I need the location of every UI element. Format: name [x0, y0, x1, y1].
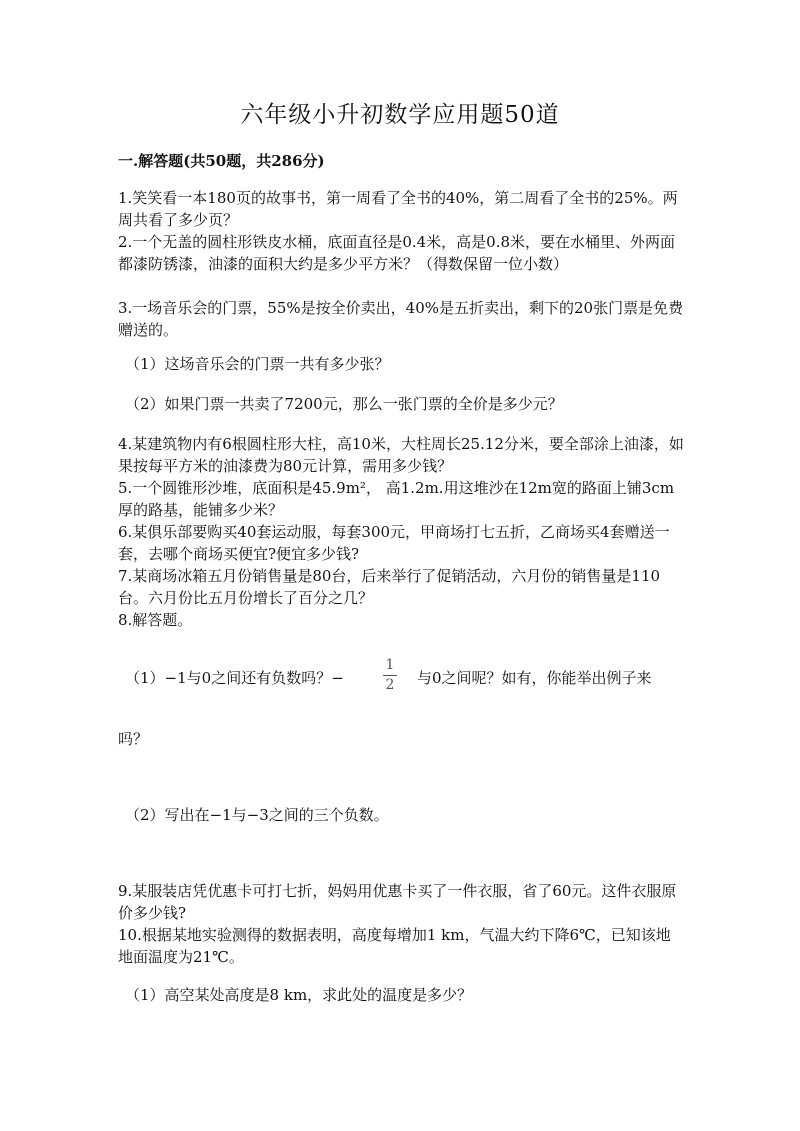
fraction-numerator: 1	[385, 657, 395, 673]
section-heading: 一.解答题(共50题，共286分)	[118, 152, 325, 170]
question-8-part-2: （2）写出在−1与−3之间的三个负数。	[125, 806, 389, 824]
question-3-part-2: （2）如果门票一共卖了7200元，那么一张门票的全价是多少元？	[125, 395, 563, 413]
question-8-part-1-start: （1）−1与0之间还有负数吗？−	[125, 669, 344, 687]
questions-4-to-8: 4.某建筑物内有6根圆柱形大柱，高10米，大柱周长25.12分米，要全部涂上油漆，如果按每平方米的油漆费为80元计算，需用多少钱？ 5.一个圆锥形沙堆，底面积是45.9m²， 高1.2m.用这堆沙在12m宽的路面上铺3cm厚的路基，能铺多少米？ 6.某俱乐部要购买40套运动服，每套300元，甲商场打七五折，乙商场买4套赠送一套，去哪个商场买便宜?便宜多少钱? 7.某商场冰箱五月份销售量是80台，后来举行了促销活动，六月份的销售量是110台。六月份比五月份增长了百分之几？ 8.解答题。	[118, 435, 684, 629]
page-title: 六年级小升初数学应用题50道	[240, 102, 560, 128]
question-10-part-1: （1）高空某处高度是8 km，求此处的温度是多少？	[125, 986, 473, 1004]
question-3-part-1: （1）这场音乐会的门票一共有多少张？	[125, 355, 390, 373]
question-3: 3.一场音乐会的门票，55%是按全价卖出，40%是五折卖出，剩下的20张门票是免费赠送的。	[118, 299, 684, 339]
question-8-part-1-continued: 吗？	[118, 730, 149, 748]
question-1: 1.笑笑看一本180页的故事书，第一周看了全书的40%，第二周看了全书的25%。两周共看了多少页？	[118, 189, 678, 229]
question-8-part-1-end: 与0之间呢？如有，你能举出例子来	[417, 669, 652, 687]
fraction-denominator: 2	[385, 677, 395, 693]
questions-9-and-10: 9.某服装店凭优惠卡可打七折，妈妈用优惠卡买了一件衣服，省了60元。这件衣服原价多少钱? 10.根据某地实验测得的数据表明，高度每增加1 km，气温大约下降6℃，已知该地地面温度为21℃。	[118, 882, 677, 966]
fraction-bar	[383, 675, 397, 676]
fraction-one-half	[383, 658, 397, 693]
question-2: 2.一个无盖的圆柱形铁皮水桶，底面直径是0.4米，高是0.8米，要在水桶里、外两面都漆防锈漆，油漆的面积大约是多少平方米？（得数保留一位小数）	[118, 233, 676, 273]
